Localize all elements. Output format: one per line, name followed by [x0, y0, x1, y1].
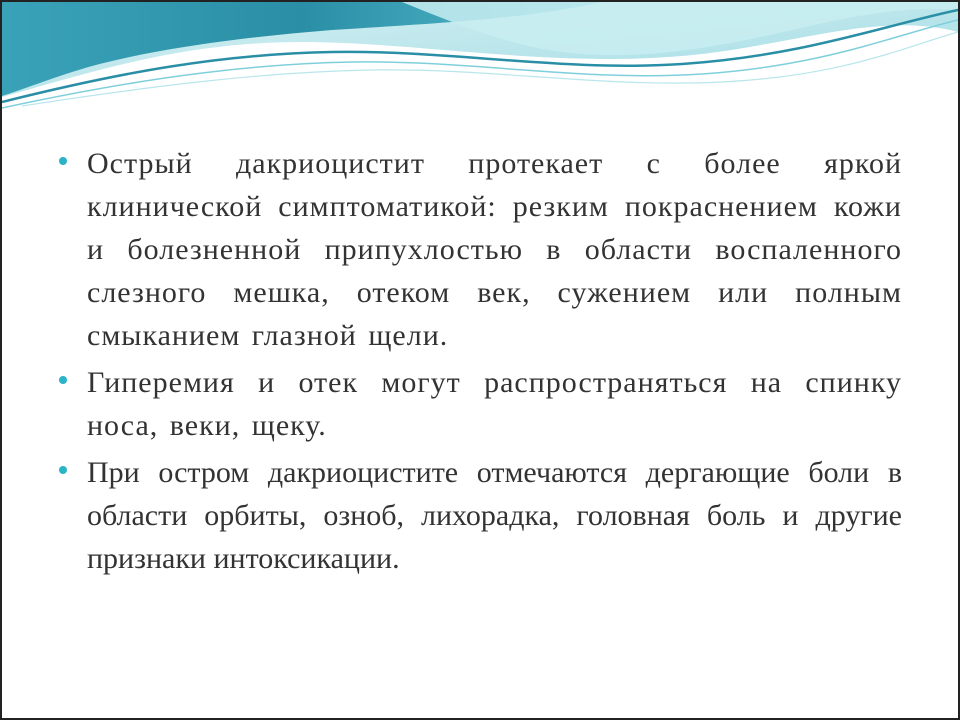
bullet-item-2: [50, 361, 902, 447]
bullet-item-3-text: При остром дакриоцистите отмечаются дергающие боли в области орбиты, озноб, лихорадка, головная боль и другие признаки интоксикации.: [87, 456, 902, 575]
bullet-item-2-text: Гиперемия и отек могут распространяться на спинку носа, веки, щеку.: [87, 366, 902, 442]
bullet-dot-icon: [59, 157, 67, 165]
bullet-dot-icon: [59, 466, 67, 474]
bullet-list: [50, 142, 902, 584]
wave-decoration-icon: [2, 2, 958, 114]
bullet-item-3: [50, 451, 902, 580]
bullet-dot-icon: [59, 376, 67, 384]
bullet-item-1-text: Острый дакриоцистит протекает с более яркой клинической симптоматикой: резким покраснением кожи и болезненной припухлостью в области воспаленного слезного мешка, отеком век, сужением или полным смыканием глазной щели.: [87, 147, 902, 352]
bullet-item-1: [50, 142, 902, 357]
